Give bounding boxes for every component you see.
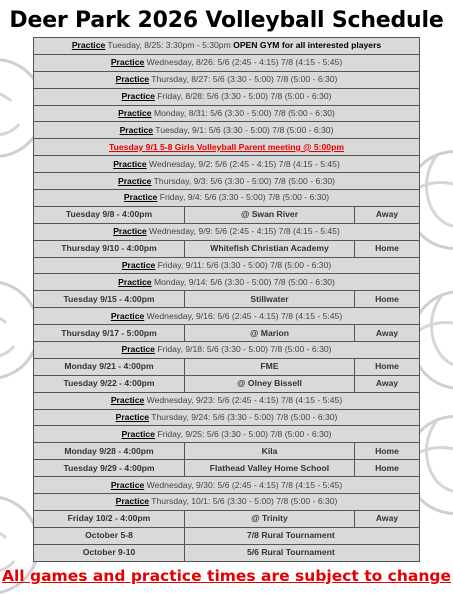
practice-cell [34, 274, 420, 291]
game-date: Tuesday 9/15 - 4:00pm [34, 291, 185, 308]
practice-detail: Monday, 8/31: 5/6 (3:30 - 5:00) 7/8 (5:00 - 6:30) [153, 108, 335, 118]
practice-label: Practice [110, 395, 145, 406]
practice-label: Practice [71, 40, 106, 51]
practice-detail: Friday, 9/11: 5/6 (3:30 - 5:00) 7/8 (5:00 - 6:30) [157, 260, 332, 271]
practice-label: Practice [121, 260, 156, 271]
practice-label: Practice [118, 276, 152, 287]
practice-detail: Wednesday, 9/30: 5/6 (2:45 - 4:15) 7/8 (4:15 - 5:45) [146, 479, 343, 490]
practice-cell [34, 392, 420, 409]
practice-label: Practice [119, 124, 154, 135]
game-site: Away [355, 325, 420, 342]
schedule-row-tournament [34, 527, 420, 544]
game-site: Home [355, 460, 420, 477]
schedule-row-game [34, 375, 420, 392]
game-date: Tuesday 9/29 - 4:00pm [34, 460, 185, 477]
game-opponent: FME [185, 358, 355, 375]
schedule-row-practice [34, 409, 420, 426]
schedule-row-practice [34, 105, 420, 122]
schedule-row-game [34, 325, 420, 342]
practice-label: Practice [123, 192, 158, 203]
schedule-row-game [34, 358, 420, 375]
schedule-row-tournament [34, 544, 420, 561]
schedule-row-practice [34, 88, 420, 105]
schedule-row-practice [34, 71, 420, 88]
practice-detail: Thursday, 9/3: 5/6 (3:30 - 5:00) 7/8 (5:00 - 6:30) [153, 175, 336, 186]
schedule-row-practice [34, 38, 420, 55]
schedule-row-practice [34, 173, 420, 190]
practice-cell [34, 409, 420, 426]
practice-detail: Friday, 8/28: 5/6 (3:30 - 5:00) 7/8 (5:00 - 6:30) [157, 91, 332, 102]
practice-note: OPEN GYM for all interested players [233, 40, 382, 51]
game-site: Home [355, 240, 420, 257]
practice-cell [34, 38, 420, 55]
schedule-table [33, 37, 420, 562]
game-date: Monday 9/21 - 4:00pm [34, 358, 185, 375]
practice-label: Practice [115, 496, 150, 507]
schedule-row-practice [34, 308, 420, 325]
practice-cell [34, 88, 420, 105]
practice-cell [34, 190, 420, 207]
practice-detail: Wednesday, 8/26: 5/6 (2:45 - 4:15) 7/8 (4:15 - 5:45) [146, 57, 343, 68]
game-opponent: Flathead Valley Home School [185, 460, 355, 477]
schedule-row-game [34, 443, 420, 460]
schedule-row-practice [34, 223, 420, 240]
practice-label: Practice [110, 479, 145, 490]
page-title: Deer Park 2026 Volleyball Schedule [9, 8, 444, 33]
practice-label: Practice [115, 412, 150, 423]
practice-cell [34, 71, 420, 88]
practice-detail: Wednesday, 9/9: 5/6 (2:45 - 4:15) 7/8 (4:15 - 5:45) [149, 226, 340, 237]
practice-cell [34, 54, 420, 71]
practice-label: Practice [113, 226, 147, 237]
practice-detail: Thursday, 9/24: 5/6 (3:30 - 5:00) 7/8 (5:00 - 6:30) [151, 412, 338, 423]
practice-cell [34, 122, 420, 139]
practice-label: Practice [115, 74, 150, 85]
practice-detail: Friday, 9/4: 5/6 (3:30 - 5:00) 7/8 (5:00 - 6:30) [159, 192, 330, 203]
schedule-row-practice [34, 122, 420, 139]
practice-detail: Tuesday, 9/1: 5/6 (3:30 - 5:00) 7/8 (5:00 - 6:30) [155, 124, 334, 135]
practice-cell [34, 173, 420, 190]
practice-detail: Wednesday, 9/23: 5/6 (2:45 - 4:15) 7/8 (4:15 - 5:45) [146, 395, 343, 406]
schedule-row-practice [34, 342, 420, 359]
game-site: Home [355, 358, 420, 375]
schedule-row-practice [34, 54, 420, 71]
tournament-name: 7/8 Rural Tournament [185, 527, 420, 544]
game-date: Thursday 9/10 - 4:00pm [34, 240, 185, 257]
schedule-body [34, 38, 420, 562]
practice-detail: Friday, 9/25: 5/6 (3:30 - 5:00) 7/8 (5:00 - 6:30) [157, 428, 332, 439]
game-opponent: Kila [185, 443, 355, 460]
meeting-notice: Tuesday 9/1 5-8 Girls Volleyball Parent meeting @ 5:00pm [109, 141, 344, 152]
disclaimer-footer: All games and practice times are subject to change [1, 567, 452, 585]
practice-cell [34, 257, 420, 274]
meeting-cell [34, 139, 420, 156]
tournament-name: 5/6 Rural Tournament [185, 544, 420, 561]
schedule-row-practice [34, 477, 420, 494]
schedule-row-practice [34, 257, 420, 274]
practice-label: Practice [117, 175, 152, 186]
game-opponent: @ Trinity [185, 510, 355, 527]
practice-label: Practice [121, 91, 155, 102]
tournament-date: October 9-10 [34, 544, 185, 561]
game-date: Friday 10/2 - 4:00pm [34, 510, 185, 527]
practice-detail: Wednesday, 9/16: 5/6 (2:45 - 4:15) 7/8 (4:15 - 5:45) [146, 310, 343, 321]
schedule-row-game [34, 510, 420, 527]
schedule-row-practice [34, 156, 420, 173]
game-opponent: Whitefish Christian Academy [185, 240, 355, 257]
schedule-row-game [34, 206, 420, 223]
schedule-row-practice [34, 392, 420, 409]
practice-label: Practice [113, 158, 147, 169]
practice-cell [34, 342, 420, 359]
practice-detail: Thursday, 10/1: 5/6 (3:30 - 5:00) 7/8 (5:00 - 6:30) [151, 496, 338, 507]
game-site: Away [355, 206, 420, 223]
schedule-row-game [34, 291, 420, 308]
practice-label: Practice [121, 428, 155, 439]
game-site: Away [355, 510, 420, 527]
practice-label: Practice [118, 108, 152, 118]
practice-label: Practice [110, 310, 145, 321]
game-site: Home [355, 291, 420, 308]
practice-cell [34, 477, 420, 494]
game-opponent: @ Olney Bissell [185, 375, 355, 392]
practice-detail: Tuesday, 8/25: 3:30pm - 5:30pm [107, 40, 231, 51]
schedule-row-game [34, 460, 420, 477]
practice-cell [34, 308, 420, 325]
game-site: Home [355, 443, 420, 460]
game-site: Away [355, 375, 420, 392]
game-date: Monday 9/28 - 4:00pm [34, 443, 185, 460]
game-date: Thursday 9/17 - 5:00pm [34, 325, 185, 342]
practice-cell [34, 223, 420, 240]
practice-detail: Monday, 9/14: 5/6 (3:30 - 5:00) 7/8 (5:00 - 6:30) [153, 276, 335, 287]
schedule-row-meeting [34, 139, 420, 156]
practice-cell [34, 426, 420, 443]
schedule-row-practice [34, 190, 420, 207]
game-date: Tuesday 9/22 - 4:00pm [34, 375, 185, 392]
practice-detail: Friday, 9/18: 5/6 (3:30 - 5:00) 7/8 (5:00 - 6:30) [157, 344, 332, 355]
game-opponent: Stillwater [185, 291, 355, 308]
practice-detail: Thursday, 8/27: 5/6 (3:30 - 5:00) 7/8 (5:00 - 6:30) [151, 74, 338, 85]
practice-label: Practice [121, 344, 155, 355]
schedule-row-game [34, 240, 420, 257]
practice-detail: Wednesday, 9/2: 5/6 (2:45 - 4:15) 7/8 (4:15 - 5:45) [149, 158, 340, 169]
practice-label: Practice [110, 57, 145, 68]
game-opponent: @ Swan River [185, 206, 355, 223]
game-opponent: @ Marion [185, 325, 355, 342]
schedule-row-practice [34, 274, 420, 291]
schedule-row-practice [34, 426, 420, 443]
game-date: Tuesday 9/8 - 4:00pm [34, 206, 185, 223]
tournament-date: October 5-8 [34, 527, 185, 544]
practice-cell [34, 494, 420, 511]
practice-cell [34, 105, 420, 122]
practice-cell [34, 156, 420, 173]
schedule-row-practice [34, 494, 420, 511]
